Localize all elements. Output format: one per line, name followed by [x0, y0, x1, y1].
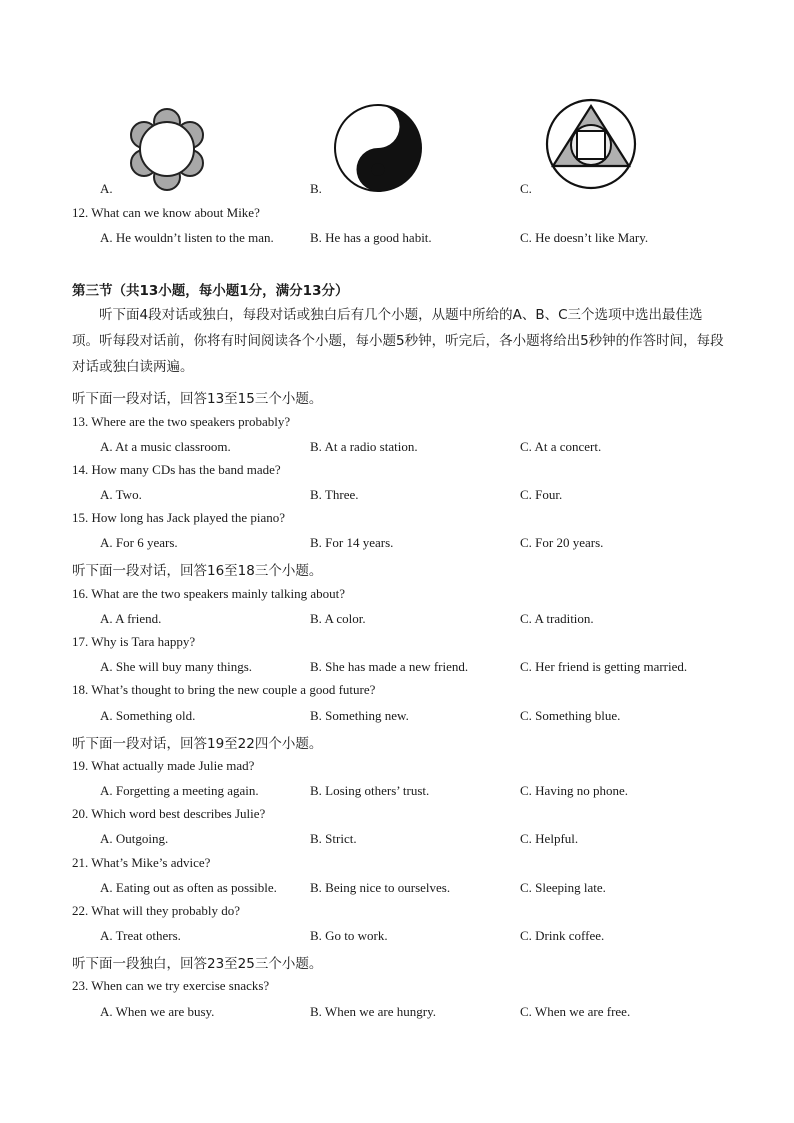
question-12-option-b[interactable]: B. He has a good habit.	[310, 230, 432, 245]
question-20-option-b[interactable]: B. Strict.	[310, 831, 357, 846]
question-14: 14. How many CDs has the band made?	[72, 462, 281, 477]
option-a-label[interactable]: A.	[100, 181, 113, 196]
option-c-label[interactable]: C.	[520, 181, 532, 196]
question-13-option-b[interactable]: B. At a radio station.	[310, 439, 418, 454]
question-18-option-a[interactable]: A. Something old.	[100, 708, 196, 723]
question-22-option-a[interactable]: A. Treat others.	[100, 928, 181, 943]
question-23-option-b[interactable]: B. When we are hungry.	[310, 1004, 436, 1019]
question-18-option-c[interactable]: C. Something blue.	[520, 708, 621, 723]
question-21-option-a[interactable]: A. Eating out as often as possible.	[100, 880, 277, 895]
question-23: 23. When can we try exercise snacks?	[72, 978, 270, 993]
flower-icon	[127, 108, 207, 192]
question-12-option-a[interactable]: A. He wouldn’t listen to the man.	[100, 230, 274, 245]
question-15: 15. How long has Jack played the piano?	[72, 510, 286, 525]
circle-triangle-square-icon	[545, 98, 637, 190]
question-16-option-c[interactable]: C. A tradition.	[520, 611, 594, 626]
question-13-option-c[interactable]: C. At a concert.	[520, 439, 602, 454]
question-15-option-b[interactable]: B. For 14 years.	[310, 535, 394, 550]
question-19-option-b[interactable]: B. Losing others’ trust.	[310, 783, 430, 798]
question-14-option-c[interactable]: C. Four.	[520, 487, 563, 502]
question-22-option-c[interactable]: C. Drink coffee.	[520, 928, 605, 943]
question-23-option-c[interactable]: C. When we are free.	[520, 1004, 631, 1019]
question-19-option-a[interactable]: A. Forgetting a meeting again.	[100, 783, 259, 798]
question-20-option-a[interactable]: A. Outgoing.	[100, 831, 169, 846]
listening-prompt-4: 听下面一段独白，回答23至25三个小题。	[72, 956, 323, 972]
question-21: 21. What’s Mike’s advice?	[72, 855, 211, 870]
question-16-option-b[interactable]: B. A color.	[310, 611, 366, 626]
question-15-option-c[interactable]: C. For 20 years.	[520, 535, 604, 550]
question-20: 20. Which word best describes Julie?	[72, 806, 266, 821]
question-17-option-a[interactable]: A. She will buy many things.	[100, 659, 253, 674]
question-15-option-a[interactable]: A. For 6 years.	[100, 535, 178, 550]
question-23-option-a[interactable]: A. When we are busy.	[100, 1004, 215, 1019]
question-18: 18. What’s thought to bring the new couple a good future?	[72, 682, 376, 697]
question-14-option-b[interactable]: B. Three.	[310, 487, 359, 502]
yin-yang-icon	[333, 103, 423, 193]
listening-prompt-2: 听下面一段对话，回答16至18三个小题。	[72, 563, 323, 579]
question-14-option-a[interactable]: A. Two.	[100, 487, 142, 502]
question-17: 17. Why is Tara happy?	[72, 634, 196, 649]
question-18-option-b[interactable]: B. Something new.	[310, 708, 409, 723]
question-17-option-b[interactable]: B. She has made a new friend.	[310, 659, 469, 674]
question-22: 22. What will they probably do?	[72, 903, 241, 918]
question-13: 13. Where are the two speakers probably?	[72, 414, 291, 429]
question-20-option-c[interactable]: C. Helpful.	[520, 831, 579, 846]
section-title: 第三节（共13小题，每小题1分，满分13分）	[72, 283, 349, 299]
question-21-option-b[interactable]: B. Being nice to ourselves.	[310, 880, 451, 895]
listening-prompt-1: 听下面一段对话，回答13至15三个小题。	[72, 391, 323, 407]
question-16-option-a[interactable]: A. A friend.	[100, 611, 162, 626]
option-b-label[interactable]: B.	[310, 181, 322, 196]
question-17-option-c[interactable]: C. Her friend is getting married.	[520, 659, 688, 674]
question-12: 12. What can we know about Mike?	[72, 205, 260, 220]
question-21-option-c[interactable]: C. Sleeping late.	[520, 880, 606, 895]
question-19-option-c[interactable]: C. Having no phone.	[520, 783, 628, 798]
listening-prompt-3: 听下面一段对话，回答19至22四个小题。	[72, 736, 323, 752]
question-22-option-b[interactable]: B. Go to work.	[310, 928, 388, 943]
question-19: 19. What actually made Julie mad?	[72, 758, 255, 773]
question-16: 16. What are the two speakers mainly talking about?	[72, 586, 346, 601]
section-instructions: 听下面4段对话或独白，每段对话或独白后有几个小题，从题中所给的A、B、C三个选项中选出最佳选项。听每段对话前，你将有时间阅读各个小题，每小题5秒钟，听完后，各小题将给出5秒钟的作答时间，每段对话或独白读两遍。	[72, 307, 724, 375]
question-13-option-a[interactable]: A. At a music classroom.	[100, 439, 231, 454]
question-12-option-c[interactable]: C. He doesn’t like Mary.	[520, 230, 649, 245]
